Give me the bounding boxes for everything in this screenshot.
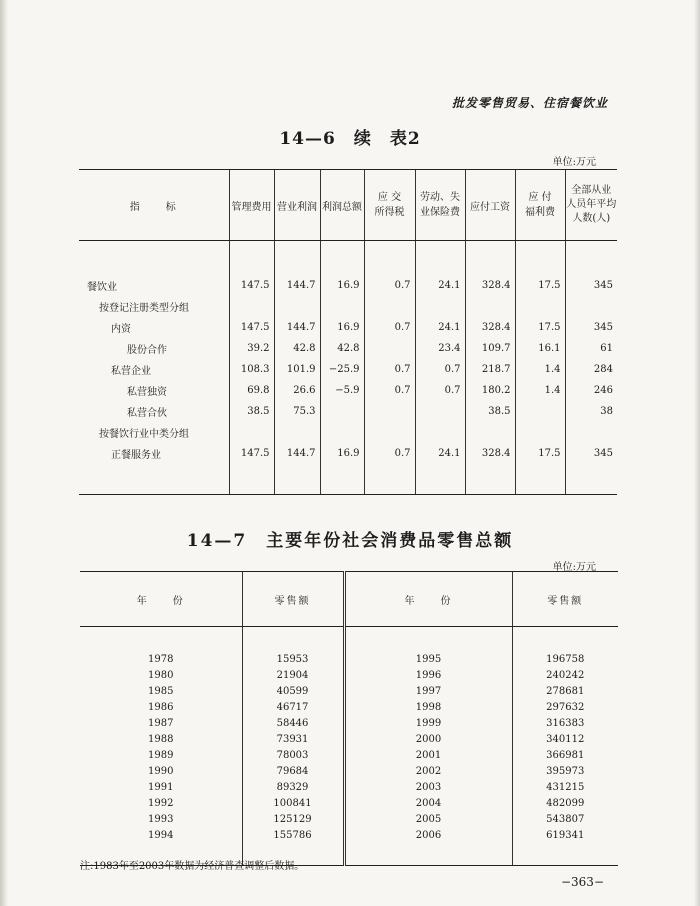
table-cell: 24.1: [415, 275, 465, 296]
sales-cell: 155786: [242, 827, 344, 843]
sales-cell: 543807: [512, 811, 618, 827]
table-cell: 1.4: [515, 380, 565, 401]
year-cell: 1994: [148, 829, 174, 841]
table2-unit: 单位:万元: [552, 562, 596, 573]
header-year-right: 年 份: [344, 572, 512, 627]
year-cell: 1999: [344, 715, 512, 731]
year-cell: 1980: [148, 669, 174, 681]
table-cell: 0.7: [364, 380, 415, 401]
table-cell: 61: [565, 338, 617, 359]
table-cell: 38: [565, 401, 617, 422]
table-cell: 1.4: [515, 359, 565, 380]
year-cell: 1997: [344, 683, 512, 699]
table-cell: [364, 296, 415, 317]
sales-cell: 340112: [512, 731, 618, 747]
table-cell: 24.1: [415, 443, 465, 464]
table-cell: 69.8: [229, 380, 274, 401]
header-income-tax: 应 交 所得税: [364, 170, 415, 241]
table-cell: 17.5: [515, 317, 565, 338]
header-mgmt-cost: 管理费用: [229, 170, 274, 241]
table-cell: 16.9: [320, 275, 364, 296]
sales-cell: 482099: [512, 795, 618, 811]
year-cell: 1992: [148, 797, 174, 809]
sales-cell: 240242: [512, 667, 618, 683]
table1-unit: 单位:万元: [552, 157, 596, 168]
table-cell: 284: [565, 359, 617, 380]
table-row: [79, 380, 617, 401]
sales-cell: 297632: [512, 699, 618, 715]
table-cell: 23.4: [415, 338, 465, 359]
table-cell: 345: [565, 443, 617, 464]
sales-cell: 619341: [512, 827, 618, 843]
sales-cell: 89329: [242, 779, 344, 795]
table-cell: 0.7: [415, 380, 465, 401]
table-row: [79, 317, 617, 338]
year-cell: 1995: [344, 651, 512, 667]
sales-cell: 366981: [512, 747, 618, 763]
table-row: [79, 401, 617, 422]
table-cell: 180.2: [465, 380, 515, 401]
table-cell: 246: [565, 380, 617, 401]
sales-cell: 196758: [512, 651, 618, 667]
table-cell: 16.9: [320, 443, 364, 464]
row-label: 餐饮业: [87, 282, 117, 293]
sales-cell: 40599: [242, 683, 344, 699]
table-cell: [415, 422, 465, 443]
table-row: [80, 827, 618, 843]
table-row: [80, 699, 618, 715]
year-cell: 1987: [148, 717, 174, 729]
table-cell: 345: [565, 275, 617, 296]
table-cell: [565, 296, 617, 317]
table-cell: [515, 422, 565, 443]
table-cell: [465, 296, 515, 317]
year-cell: 1993: [148, 813, 174, 825]
year-cell: 1991: [148, 781, 174, 793]
table-cell: [515, 401, 565, 422]
header-indicator: 指 标: [79, 170, 229, 241]
table-cell: [229, 296, 274, 317]
table-cell: 218.7: [465, 359, 515, 380]
year-cell: 2000: [344, 731, 512, 747]
table-cell: 147.5: [229, 317, 274, 338]
table-cell: 42.8: [274, 338, 320, 359]
sales-cell: 78003: [242, 747, 344, 763]
table-cell: [565, 422, 617, 443]
header-insurance: 劳动、失 业保险费: [415, 170, 465, 241]
year-cell: 1986: [148, 701, 174, 713]
table-cell: 0.7: [364, 359, 415, 380]
table-cell: 328.4: [465, 275, 515, 296]
year-cell: 2006: [344, 827, 512, 843]
table-cell: 39.2: [229, 338, 274, 359]
year-cell: 1989: [148, 749, 174, 761]
row-label: 私营合伙: [127, 408, 167, 419]
header-employees: 全部从业 人员年平均 人数(人): [565, 170, 617, 241]
table-cell: 144.7: [274, 317, 320, 338]
table-cell: [320, 422, 364, 443]
table-cell: 17.5: [515, 275, 565, 296]
table2-header-row: [80, 572, 618, 627]
year-cell: 2001: [344, 747, 512, 763]
table-row: [79, 443, 617, 464]
table-cell: 144.7: [274, 443, 320, 464]
table-row: [79, 422, 617, 443]
table-cell: [320, 296, 364, 317]
table-cell: [465, 422, 515, 443]
sales-cell: 278681: [512, 683, 618, 699]
table-row: [80, 811, 618, 827]
table-cell: 345: [565, 317, 617, 338]
row-label: 内资: [111, 324, 131, 335]
sales-cell: 46717: [242, 699, 344, 715]
table-cell: [274, 296, 320, 317]
table-cell: [364, 338, 415, 359]
table-cell: 144.7: [274, 275, 320, 296]
header-wages: 应付工资: [465, 170, 515, 241]
table-row: [80, 715, 618, 731]
table1-title: 14—6 续 表2: [279, 129, 421, 149]
sales-cell: 431215: [512, 779, 618, 795]
table-cell: 0.7: [364, 275, 415, 296]
table-cell: [415, 296, 465, 317]
header-operating-profit: 营业利润: [274, 170, 320, 241]
sales-cell: 58446: [242, 715, 344, 731]
table-row: [80, 667, 618, 683]
table-cell: 0.7: [364, 443, 415, 464]
table-cell: [229, 422, 274, 443]
table-cell: 24.1: [415, 317, 465, 338]
table-cell: −25.9: [320, 359, 364, 380]
header-welfare: 应 付 福利费: [515, 170, 565, 241]
table-cell: [515, 296, 565, 317]
table-cell: 42.8: [320, 338, 364, 359]
table-cell: 17.5: [515, 443, 565, 464]
table-row: [80, 763, 618, 779]
table-cell: 328.4: [465, 443, 515, 464]
table-cell: 147.5: [229, 275, 274, 296]
year-cell: 1978: [148, 653, 174, 665]
year-cell: 1998: [344, 699, 512, 715]
year-cell: 2004: [344, 795, 512, 811]
table-row: [79, 275, 617, 296]
table-cell: 16.1: [515, 338, 565, 359]
table-cell: 0.7: [364, 317, 415, 338]
table-cell: 108.3: [229, 359, 274, 380]
row-label: 私营企业: [111, 366, 151, 377]
table-cell: [320, 401, 364, 422]
year-cell: 1988: [148, 733, 174, 745]
table-cell: 38.5: [465, 401, 515, 422]
table-row: [80, 779, 618, 795]
sales-cell: 125129: [242, 811, 344, 827]
table-cell: 147.5: [229, 443, 274, 464]
table-cell: 75.3: [274, 401, 320, 422]
row-label: 私营独资: [127, 387, 167, 398]
table-row: [79, 359, 617, 380]
table-cell: 38.5: [229, 401, 274, 422]
table-cell: [415, 401, 465, 422]
table-row: [80, 747, 618, 763]
row-label: 股份合作: [127, 345, 167, 356]
table-row: [80, 731, 618, 747]
table-row: [79, 338, 617, 359]
sales-cell: 15953: [242, 651, 344, 667]
table-cell: [364, 401, 415, 422]
table-cell: 16.9: [320, 317, 364, 338]
header-sales-left: 零售额: [242, 572, 344, 627]
header-year-left: 年 份: [80, 572, 242, 627]
table-cell: 101.9: [274, 359, 320, 380]
table-cell: [274, 422, 320, 443]
sales-cell: 316383: [512, 715, 618, 731]
year-cell: 2002: [344, 763, 512, 779]
page-number: −363−: [560, 875, 604, 889]
table-cell: [364, 422, 415, 443]
header-sales-right: 零售额: [512, 572, 618, 627]
table2: [80, 571, 618, 866]
table1-header-row: [79, 170, 617, 241]
row-label: 正餐服务业: [111, 450, 161, 461]
year-cell: 1996: [344, 667, 512, 683]
table1: [79, 169, 617, 495]
sales-cell: 100841: [242, 795, 344, 811]
sales-cell: 21904: [242, 667, 344, 683]
table-cell: −5.9: [320, 380, 364, 401]
table-row: [80, 683, 618, 699]
table-cell: 328.4: [465, 317, 515, 338]
table-cell: 109.7: [465, 338, 515, 359]
table2-title: 14—7 主要年份社会消费品零售总额: [186, 531, 514, 551]
table-row: [80, 795, 618, 811]
table-cell: 26.6: [274, 380, 320, 401]
year-cell: 2003: [344, 779, 512, 795]
sales-cell: 73931: [242, 731, 344, 747]
header-total-profit: 利润总额: [320, 170, 364, 241]
row-label: 按登记注册类型分组: [99, 303, 189, 314]
table-row: [79, 296, 617, 317]
year-cell: 2005: [344, 811, 512, 827]
footnote: 注:1983年至2003年数据为经济普查调整后数据。: [80, 861, 305, 872]
year-cell: 1985: [148, 685, 174, 697]
sales-cell: 79684: [242, 763, 344, 779]
table-cell: 0.7: [415, 359, 465, 380]
table-row: [80, 651, 618, 667]
sales-cell: 395973: [512, 763, 618, 779]
running-head: 批发零售贸易、住宿餐饮业: [451, 96, 608, 110]
row-label: 按餐饮行业中类分组: [99, 429, 189, 440]
year-cell: 1990: [148, 765, 174, 777]
